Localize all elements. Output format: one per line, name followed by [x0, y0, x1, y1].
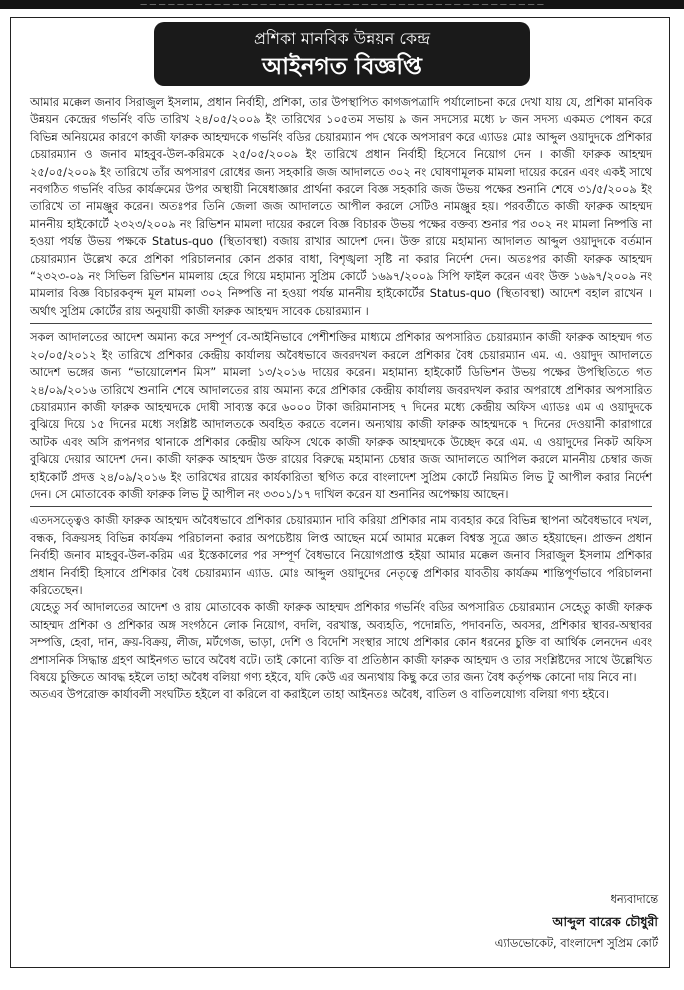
divider: [30, 323, 652, 324]
signature-block: [398, 889, 658, 955]
paragraph-4: যেহেতু সর্ব আদালতের আদেশ ও রায় মোতাবেক কাজী ফারুক আহম্মদ প্রশিকার গভর্নিং বডির অপসারিত চেয়ারম্যান সেহেতু কাজী ফারুক আহম্মদ প্রশিকা ও প্রশিকার অঙ্গ সংগঠনে লোক নিয়োগ, বদলি, বরখাস্ত, অব্যহতি, পদোন্নতি, পদাবনতি, অবসর, প্রশিকার স্থাবর-অস্থাবর সম্পত্তি, হেবা, দান, ক্রয়-বিক্রয়, লীজ, মর্টগেজ, ভাড়া, দেশি ও বিদেশি সংস্থার সাথে প্রশিকার কোন ধরনের চুক্তি বা আর্থিক লেনদেন এবং প্রশাসনিক সিদ্ধান্ত গ্রহণ আইনগত ভাবে অবৈধ বটে। তাই কোনো ব্যক্তি বা প্রতিষ্ঠান কাজী ফারুক আহম্মদ ও তার সংশ্লিষ্টদের সাথে উল্লেখিত বিষয়ে চুক্তিতে আবদ্ধ হইলে তাহা অবৈধ বলিয়া গণ্য হইবে, যদি কেউ এর অন্যথায় কিছু করে তার জন্য বৈধ কর্তৃপক্ষ কোনো দায় নিবে না।: [30, 601, 652, 684]
signer-name: আব্দুল বারেক চৌধুরী: [552, 914, 658, 929]
paragraph-1: আমার মক্কেল জনাব সিরাজুল ইসলাম, প্রধান নির্বাহী, প্রশিকা, তার উপস্থাপিত কাগজপত্রাদি পর্যালোচনা করে দেখা যায় যে, প্রশিকা মানবিক উন্নয়ন কেন্দ্রের গভর্নিং বডি তারিখ ২৪/০৫/২০০৯ ইং তারিখের ১০৫তম সভায় ৯ জন সদস্যের মধ্যে ৮ জন সদস্য একমত পোষন করে বিভিন্ন অনিয়মের কারণে কাজী ফারুক আহম্মদকে গভর্নিং বডির চেয়ারম্যান পদ থেকে অপসারণ করে এ্যাডঃ মোঃ আব্দুল ওয়াদুদকে প্রশিকার চেয়ারম্যান ও জনাব মাহবুব-উল-করিমকে ২৫/০৫/২০০৯ ইং তারিখে প্রধান নির্বাহী হিসেবে নিয়োগ দেন । কাজী ফারুক আহম্মদ ২৫/০৫/২০০৯ ইং তারিখে তাঁর অপসারণ রোধের জন্য সহকারি জজ আদালতে ৩০২ নং ঘোষণামূলক মামলা দায়ের করেন এবং একই সাথে নবগঠিত গভর্নিং বডির কার্যক্রমের উপর অস্থায়ী নিষেধাজ্ঞার প্রার্থনা করলে বিজ্ঞ সহকারি জজ উভয় পক্ষের শুনানি শেষে ৩১/৫/২০০৯ ইং তারিখে তা নামঞ্জুর করেন। অতঃপর তিনি জেলা জজ আদালতে আপীল করলে সেটিও নামঞ্জুর হয়। পরবর্তীতে কাজী ফারুক আহম্মদ মাননীয় হাইকোর্টে ২৩২৩/২০০৯ নং রিভিশন মামলা দায়ের করলে বিজ্ঞ বিচারক উভয় পক্ষের বক্তব্য শুনার পর ৩০২ নং মামলা নিষ্পত্তি না হওয়া পর্যন্ত উভয় পক্ষকে Status-quo (স্থিতাবস্থা) বজায় রাখার আদেশ দেন। উক্ত রায়ে মহামান্য আদালত আব্দুল ওয়াদুদকে বর্তমান চেয়ারম্যান উল্লেখ করে প্রশিকা পরিচালনার কোন প্রকার বাধা, বিশৃঙ্খলা সৃষ্টি না করার নির্দেশ দেন। অতঃপর কাজী ফারুক আহম্মদ “২৩২৩-০৯ নং সিভিল রিভিশন মামলায় হেরে গিয়ে মহামান্য সুপ্রিম কোর্টে ১৬৯৭/২০০৯ সিপি ফাইল করেন এবং উক্ত ১৬৯৭/২০০৯ নং মামলার বিজ্ঞ বিচারকবৃন্দ মূল মামলা ৩০২ নিষ্পত্তি না হওয়া পর্যন্ত মাননীয় হাইকোর্টের Status-quo (স্থিতাবস্থা) আদেশ বহাল রাখেন । অর্থাৎ সুপ্রিম কোর্টের রায় অনুযায়ী কাজী ফারুক আহম্মদ সাবেক চেয়ারম্যান ।: [30, 96, 652, 318]
top-strip: — — — — — — — — — — — — — — — — — — — — — — — — — — — — — — — — — — — — — — — — — — — —: [0, 0, 684, 9]
notice-body: [30, 94, 652, 704]
divider: [30, 506, 652, 507]
closing-text: ধন্যবাদান্তে: [610, 893, 658, 906]
organization-name: প্রশিকা মানবিক উন্নয়ন কেন্দ্র: [253, 29, 431, 48]
paragraph-5: অতএব উপরোক্ত কার্যাবলী সংঘটিত হইলে বা করিলে বা করাইলে তাহা আইনতঃ অবৈধ, বাতিল ও বাতিলযোগ্য বলিয়া গণ্য হইবে।: [30, 688, 609, 702]
notice-title: আইনগত বিজ্ঞপ্তি: [262, 53, 422, 80]
notice-header: [154, 22, 530, 86]
signer-designation: এ্যাডভোকেট, বাংলাদেশ সুপ্রিম কোর্ট: [494, 937, 658, 950]
paragraph-3: এতদসত্ত্বেও কাজী ফারুক আহম্মদ অবৈধভাবে প্রশিকার চেয়ারম্যান দাবি করিয়া প্রশিকার নাম ব্যবহার করে বিভিন্ন স্থাপনা অবৈধভাবে দখল, বন্ধক, বিক্রয়সহ বিভিন্ন কার্যক্রম পরিচালনা করার অপচেষ্টায় লিপ্ত আছেন মর্মে আমার মক্কেল বিশ্বস্ত সূত্রে জ্ঞাত হইয়াছেন। প্রাক্তন প্রধান নির্বাহী জনাব মাহবুব-উল-করিম এর ইস্তেকালের পর সম্পূর্ণ বৈধভাবে নিয়োগপ্রাপ্ত হইয়া আমার মক্কেল জনাব সিরাজুল ইসলাম প্রশিকার প্রধান নির্বাহী হিসাবে প্রশিকার বৈধ চেয়ারম্যান এ্যাড. মোঃ আব্দুল ওয়াদুদের নেতৃত্বে প্রশিকার যাবতীয় কার্যক্রম শান্তিপূর্ণভাবে পরিচালনা করিতেছেন।: [30, 514, 652, 597]
paragraph-2: সকল আদালতের আদেশ অমান্য করে সম্পূর্ণ বে-আইনিভাবে পেশীশক্তির মাধ্যমে প্রশিকার অপসারিত চেয়ারম্যান কাজী ফারুক আহম্মদ গত ২০/০৫/২০১২ ইং তারিখে প্রশিকার কেন্দ্রীয় কার্যালয় অবৈধভাবে জবরদখল করলে প্রশিকার বৈধ চেয়ারম্যান এম. এ. ওয়াদুদ আদালতে আদেশ ভঙ্গের জন্য “ভায়োলেশন মিস” মামলা ১৩/২০১৬ দায়ের করেন। মহামান্য হাইকোর্ট ডিভিশন উভয় পক্ষের উপস্থিতিতে গত ২৪/০৯/২০১৬ তারিখে শুনানি শেষে আদালতের রায় অমান্য করে প্রশিকার কেন্দ্রীয় কার্যালয় জবরদখল করার অপরাধে প্রশিকার অপসারিত চেয়ারম্যান কাজী ফারুক আহম্মদকে দোষী সাব্যস্ত করে ৬০০০ টাকা জরিমানাসহ ৭ দিনের মধ্যে কেন্দ্রীয় অফিস এ্যাডঃ এম এ ওয়াদুদকে বুঝিয়ে দিয়ে ১৫ দিনের মধ্যে সংশ্লিষ্ট আদালতকে অবহিত করতে বলেন। অন্যথায় কাজী ফারুক আহম্মদকে ৭ দিনের দেওয়ানী কারাগারে আটক এবং অসি রূপনগর থানাকে প্রশিকার কেন্দ্রীয় অফিস থেকে কাজী ফারুক আহম্মদকে উচ্ছেদ করে এম. এ ওয়াদুদের নিকট অফিস বুঝিয়ে দেয়ার আদেশ দেন। কাজী ফারুক আহম্মদ উক্ত রায়ের বিরুদ্ধে মহামান্য চেম্বার জজ আদালতে আপিল করলে মাননীয় চেম্বার জজ হাইকোর্ট প্রদত্ত ২৪/০৯/২০১৬ ইং তারিখের রায়ের কার্যকারিতা স্থগিত করে বাংলাদেশ সুপ্রিম কোর্টে নিয়মিত লিভ টু আপীল করার নির্দেশ দেন। সে মোতাবেক কাজী ফারুক লিভ টু আপীল নং ৩৩০১/১৭ দাখিল করেন যা শুনানির অপেক্ষায় আছেন।: [30, 331, 652, 501]
